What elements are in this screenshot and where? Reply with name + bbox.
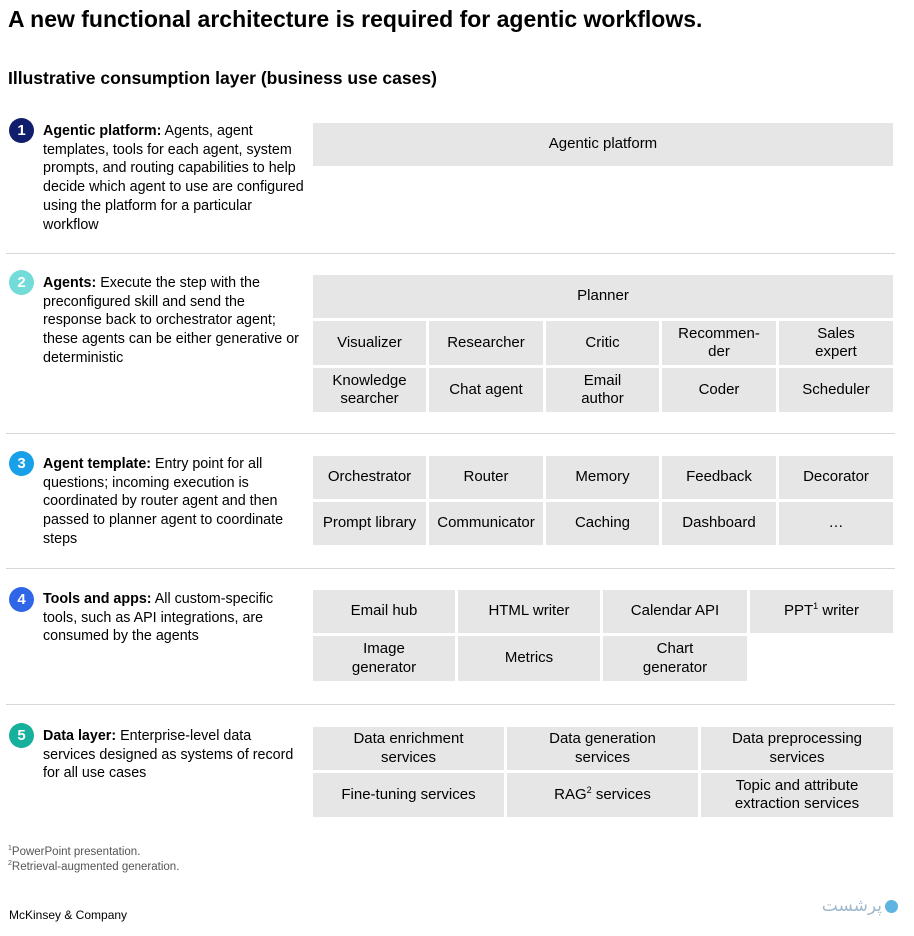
layer-text: All custom-specific tools, such as API integrations, are consumed by the agents (43, 591, 274, 645)
layer-number-badge: 1 (9, 118, 34, 143)
watermark-logo-icon (885, 900, 898, 913)
component-fine-tuning: Fine-tuning services (313, 773, 504, 817)
component-router: Router (429, 456, 543, 499)
layer-text: Entry point for all questions; incoming execution is coordinated by router agent and then passed to planner agent to coordinate steps (43, 456, 284, 547)
layer-heading: Agentic platform: (43, 123, 162, 139)
footnote-text: PowerPoint presentation. (11, 845, 141, 858)
section-divider (6, 568, 895, 569)
component-chat-agent: Chat agent (429, 368, 543, 412)
component-data-enrichment: Data enrichment services (313, 727, 504, 770)
layer-number-badge: 3 (9, 451, 34, 476)
component-memory: Memory (546, 456, 659, 499)
component-html-writer: HTML writer (458, 590, 600, 633)
component-rag-services-label: services (595, 785, 651, 803)
component-agentic-platform: Agentic platform (313, 123, 893, 166)
page-subtitle: Illustrative consumption layer (business use cases) (8, 68, 437, 88)
component-rag-services (507, 773, 698, 817)
layer-description (43, 727, 305, 783)
footnote-marker: 2 (586, 784, 592, 795)
layer-heading: Agent template: (43, 456, 152, 472)
component-email-hub: Email hub (313, 590, 455, 633)
footnote-marker: 1 (813, 601, 819, 612)
layer-heading: Tools and apps: (43, 591, 152, 607)
footnote-1 (8, 845, 140, 858)
component-critic: Critic (546, 321, 659, 365)
layer-heading: Data layer: (43, 728, 117, 744)
layer-number-badge: 2 (9, 270, 34, 295)
layer-text: Execute the step with the preconfigured skill and send the response back to orchestrator agent; these agents can be either generative or deterministic (43, 275, 299, 366)
layer-heading: Agents: (43, 275, 97, 291)
footnote-2 (8, 860, 179, 873)
component-knowledge-searcher: Knowledge searcher (313, 368, 426, 412)
component-ppt-label: PPT (783, 602, 814, 620)
component-planner: Planner (313, 275, 893, 318)
layer-description (43, 274, 305, 368)
component-researcher: Researcher (429, 321, 543, 365)
component-data-generation: Data generation services (507, 727, 698, 770)
component-scheduler: Scheduler (779, 368, 893, 412)
watermark-text: پرشست (821, 896, 882, 915)
component-visualizer: Visualizer (313, 321, 426, 365)
component-coder: Coder (662, 368, 776, 412)
footnote-text: Retrieval-augmented generation. (11, 860, 180, 873)
layer-description (43, 590, 305, 646)
component-calendar-api: Calendar API (603, 590, 747, 633)
section-divider (6, 704, 895, 705)
component-orchestrator: Orchestrator (313, 456, 426, 499)
layer-number-badge: 4 (9, 587, 34, 612)
component-metrics: Metrics (458, 636, 600, 681)
component-feedback: Feedback (662, 456, 776, 499)
component-topic-attribute-extraction: Topic and attribute extraction services (701, 773, 893, 817)
component-chart-generator: Chart generator (603, 636, 747, 681)
component-recommender: Recommen- der (662, 321, 776, 365)
component-ellipsis: … (779, 502, 893, 545)
layer-text: Agents, agent templates, tools for each agent, system prompts, and routing capabilities to help decide which agent to use are configured using the platform for a particular workflow (43, 123, 304, 233)
section-divider (6, 433, 895, 434)
component-decorator: Decorator (779, 456, 893, 499)
component-data-preprocessing: Data preprocessing services (701, 727, 893, 770)
component-caching: Caching (546, 502, 659, 545)
watermark (822, 896, 898, 916)
component-prompt-library: Prompt library (313, 502, 426, 545)
section-divider (6, 253, 895, 254)
layer-description (43, 122, 305, 234)
layer-number-badge: 5 (9, 723, 34, 748)
component-ppt-writer (750, 590, 893, 633)
source-credit: McKinsey & Company (9, 908, 128, 922)
component-communicator: Communicator (429, 502, 543, 545)
page-title: A new functional architecture is required for agentic workflows. (8, 6, 703, 32)
component-ppt-writer-label: writer (822, 602, 860, 620)
component-rag-label: RAG (554, 785, 587, 803)
footnote-marker: 1 (8, 845, 12, 852)
footnote-marker: 2 (8, 860, 12, 867)
layer-description (43, 455, 305, 549)
component-sales-expert: Sales expert (779, 321, 893, 365)
layer-text: Enterprise-level data services designed as systems of record for all use cases (43, 728, 294, 782)
component-email-author: Email author (546, 368, 659, 412)
component-image-generator: Image generator (313, 636, 455, 681)
component-dashboard: Dashboard (662, 502, 776, 545)
